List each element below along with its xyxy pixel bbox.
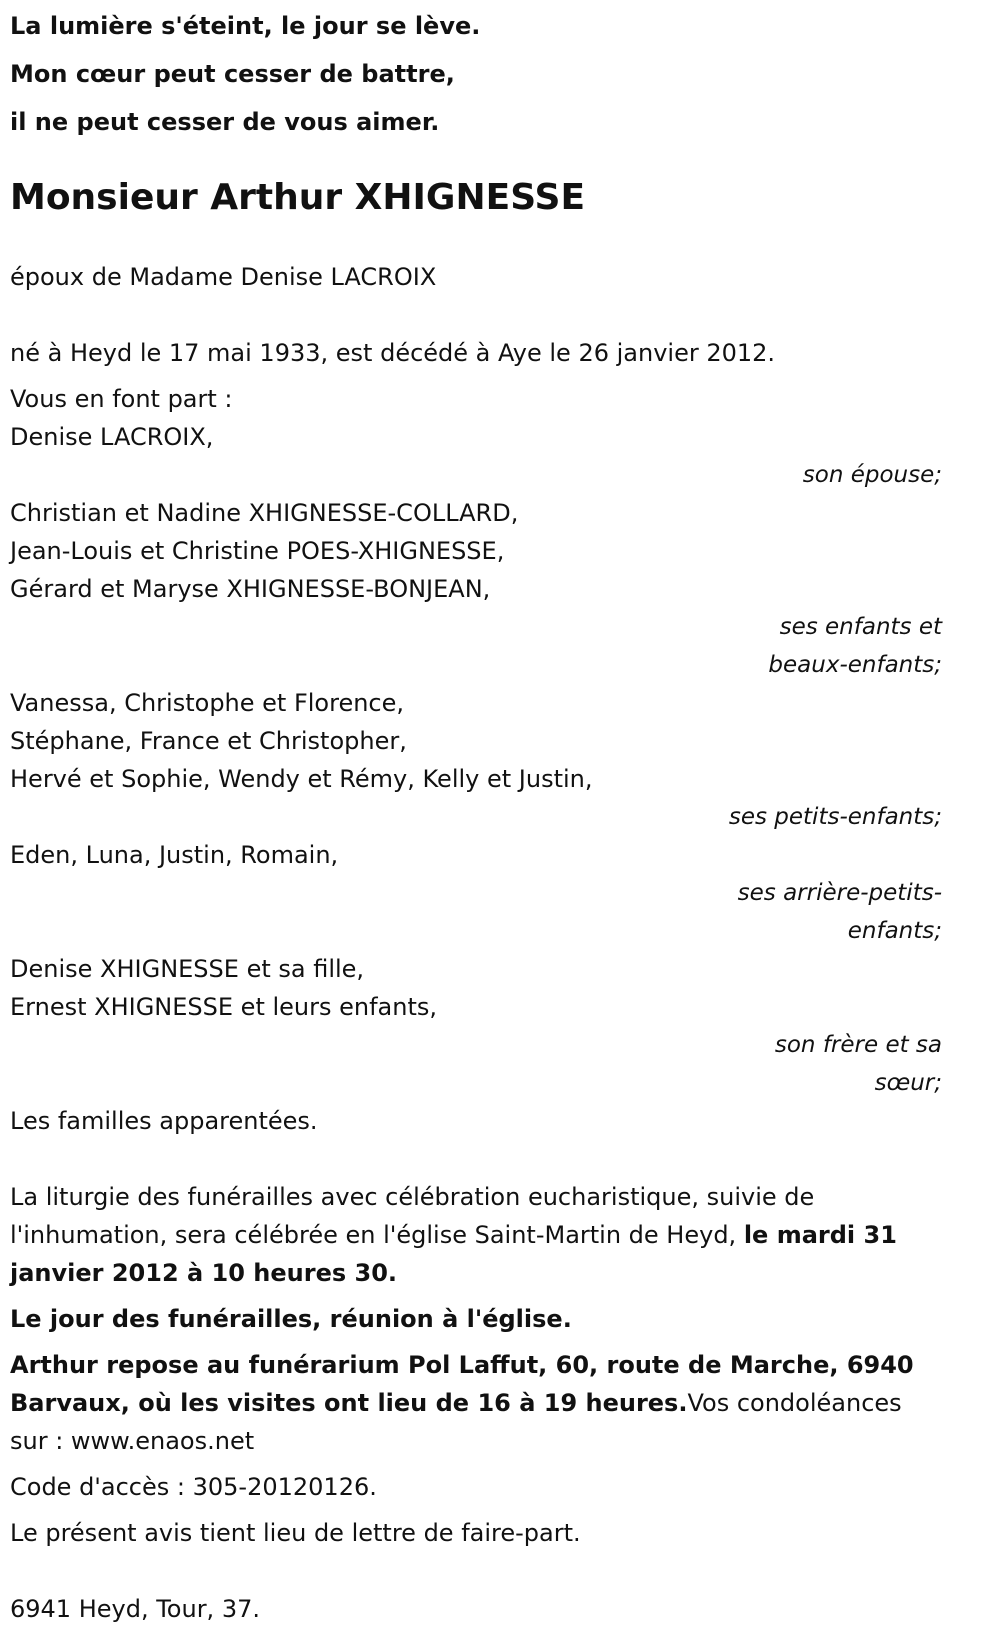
quote-line: Mon cœur peut cesser de battre,: [10, 60, 455, 88]
ceremony-datetime: le mardi 31 janvier 2012 à 10 heures 30.: [10, 1221, 897, 1287]
family-group-siblings: [10, 950, 942, 1102]
condolences-text: Vos condoléances sur : www.enaos.net: [10, 1389, 902, 1455]
family-member: Christian et Nadine XHIGNESSE-COLLARD,: [10, 499, 519, 527]
relation-label: ses enfants et beaux-enfants;: [768, 614, 942, 678]
relation-label: ses petits-enfants;: [728, 804, 942, 830]
funerarium-text: Arthur repose au funérarium Pol Laffut, 60, route de Marche, 6940 Barvaux, où les visites ont lieu de 16 à 19 heures.: [10, 1351, 914, 1417]
family-member: Denise XHIGNESSE et sa fille,: [10, 955, 365, 983]
family-group-great-grandchildren: [10, 836, 942, 950]
family-member: Jean-Louis et Christine POES-XHIGNESSE,: [10, 537, 505, 565]
birth-death-line: né à Heyd le 17 mai 1933, est décédé à Aye le 26 janvier 2012.: [10, 339, 776, 367]
family-member: Eden, Luna, Justin, Romain,: [10, 841, 339, 869]
opening-quote: [10, 0, 942, 146]
families-line: Les familles apparentées.: [10, 1107, 318, 1135]
family-group-children: [10, 494, 942, 684]
relation-label: son frère et sa sœur;: [774, 1032, 942, 1096]
deceased-name: Monsieur Arthur XHIGNESSE: [10, 177, 586, 218]
family-member: Vanessa, Christophe et Florence,: [10, 689, 405, 717]
relation-label: ses arrière-petits-enfants;: [737, 880, 942, 944]
family-group-grandchildren: [10, 684, 942, 836]
quote-line: La lumière s'éteint, le jour se lève.: [10, 12, 481, 40]
access-code-line: Code d'accès : 305-20120126.: [10, 1473, 377, 1501]
ceremony-paragraph: [10, 1178, 942, 1292]
family-member: Gérard et Maryse XHIGNESSE-BONJEAN,: [10, 575, 491, 603]
family-member: Denise LACROIX,: [10, 423, 214, 451]
meeting-line: Le jour des funérailles, réunion à l'église.: [10, 1305, 572, 1333]
spouse-line: époux de Madame Denise LACROIX: [10, 263, 437, 291]
relation-label: son épouse;: [802, 462, 942, 488]
funerarium-paragraph: [10, 1346, 942, 1460]
family-group-spouse: [10, 418, 942, 494]
notice-line: Le présent avis tient lieu de lettre de faire-part.: [10, 1519, 581, 1547]
address-line: 6941 Heyd, Tour, 37.: [10, 1595, 260, 1623]
quote-line: il ne peut cesser de vous aimer.: [10, 108, 440, 136]
family-member: Hervé et Sophie, Wendy et Rémy, Kelly et Justin,: [10, 765, 593, 793]
family-member: Stéphane, France et Christopher,: [10, 727, 407, 755]
ceremony-text: La liturgie des funérailles avec célébration eucharistique, suivie de l'inhumation, sera célébrée en l'église Saint-Martin de Heyd,: [10, 1183, 815, 1249]
family-member: Ernest XHIGNESSE et leurs enfants,: [10, 993, 438, 1021]
intro-line: Vous en font part :: [10, 385, 233, 413]
